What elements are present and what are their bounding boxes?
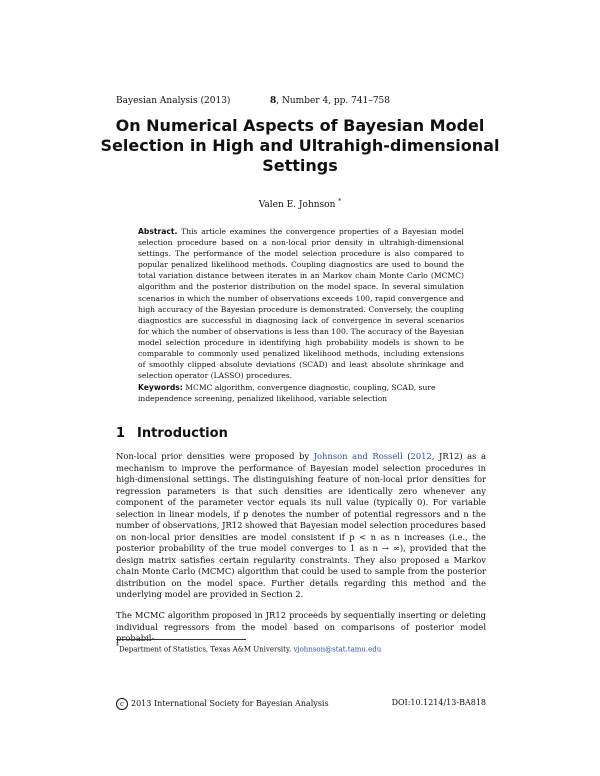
title-line-1: On Numerical Aspects of Bayesian Model [115, 116, 485, 135]
copyright-text: 2013 International Society for Bayesian Analysis [131, 699, 329, 708]
p1-text-c: , JR12) as a mechanism to improve the performance of Bayesian model selection procedures in high-dimensional settings. The distinguishing feature of non-local prior densities for regression parameters is that such densities are identically zero whenever any component of the parameter vector equals its null value (typically 0). For variable selection in linear models, if p denotes the number of potential regressors and n the number of observations, JR12 showed that Bayesian model selection procedures based on non-local prior densities are model consistent if p < n as n increases (i.e., the posterior probability of the true model converges to 1 as n → ∞), provided that the design matrix satisfies certain regularity constraints. They also proposed a Markov chain Monte Carlo (MCMC) algorithm that could be used to sample from the posterior distribution on the model space. Further details regarding this method and the underlying model are provided in Section 2. [116, 451, 487, 599]
p1-text-b: ( [402, 451, 411, 461]
author-footnote-mark[interactable]: * [338, 198, 342, 205]
p1-text-a: Non-local prior densities were proposed by [116, 451, 314, 461]
author-name: Valen E. Johnson [258, 200, 336, 210]
author-email-link[interactable]: vjohnson@stat.tamu.edu [293, 645, 382, 654]
page-footer [116, 698, 486, 710]
section-title: Introduction [137, 426, 228, 441]
section-heading [116, 426, 228, 441]
footnote-text: Department of Statistics, Texas A&M University, [119, 645, 294, 654]
issue-pages: , Number 4, pp. 741–758 [276, 96, 390, 106]
abstract-label: Abstract. [138, 227, 178, 236]
citation-year-link[interactable]: 2012 [410, 451, 432, 461]
title-line-2: Selection in High and Ultrahigh-dimensional [100, 136, 500, 155]
footnote-rule [116, 639, 246, 640]
citation-link[interactable]: Johnson and Rossell [313, 451, 403, 461]
title-line-3: Settings [262, 156, 338, 175]
paragraph-2: The MCMC algorithm proposed in JR12 proceeds by sequentially inserting or deleting individual regressors from the model based on comparisons of posterior model probabil- [116, 610, 486, 643]
footnote [116, 643, 486, 653]
abstract-text: This article examines the convergence properties of a Bayesian model selection procedure based on a non-local prior density in ultrahigh-dimensional settings. The performance of the model selection procedure is also compared to popular penalized likelihood methods. Coupling diagnostics are used to bound the total variation distance between iterates in an Markov chain Monte Carlo (MCMC) algorithm and the posterior distribution on the model space. In several simulation scenarios in which the number of observations exceeds 100, rapid convergence and high accuracy of the Bayesian procedure is demonstrated. Conversely, the coupling diagnostics are successful in diagnosing lack of convergence in several scenarios for which the number of observations is less than 100. The accuracy of the Bayesian model selection procedure in identifying high probability models is shown to be comparable to commonly used penalized likelihood methods, including extensions of smoothly clipped absolute deviations (SCAD) and least absolute shrinkage and selection operator (LASSO) procedures. [138, 227, 464, 381]
paragraph-1 [116, 451, 486, 601]
author-line [100, 198, 500, 210]
volume-number: 8 [270, 96, 277, 106]
section-number: 1 [116, 426, 126, 441]
abstract [138, 226, 464, 381]
journal-name: Bayesian Analysis (2013) [116, 96, 231, 106]
footnote-mark: * [116, 643, 119, 650]
volume-info [270, 96, 390, 106]
keywords-text: MCMC algorithm, convergence diagnostic, coupling, SCAD, sure independence screening, penalized likelihood, variable selection [138, 383, 436, 404]
paper-title [100, 116, 500, 176]
copyright-icon: c [116, 698, 128, 710]
keywords [138, 382, 464, 404]
doi[interactable]: DOI:10.1214/13-BA818 [391, 698, 486, 707]
keywords-label: Keywords: [138, 383, 183, 392]
